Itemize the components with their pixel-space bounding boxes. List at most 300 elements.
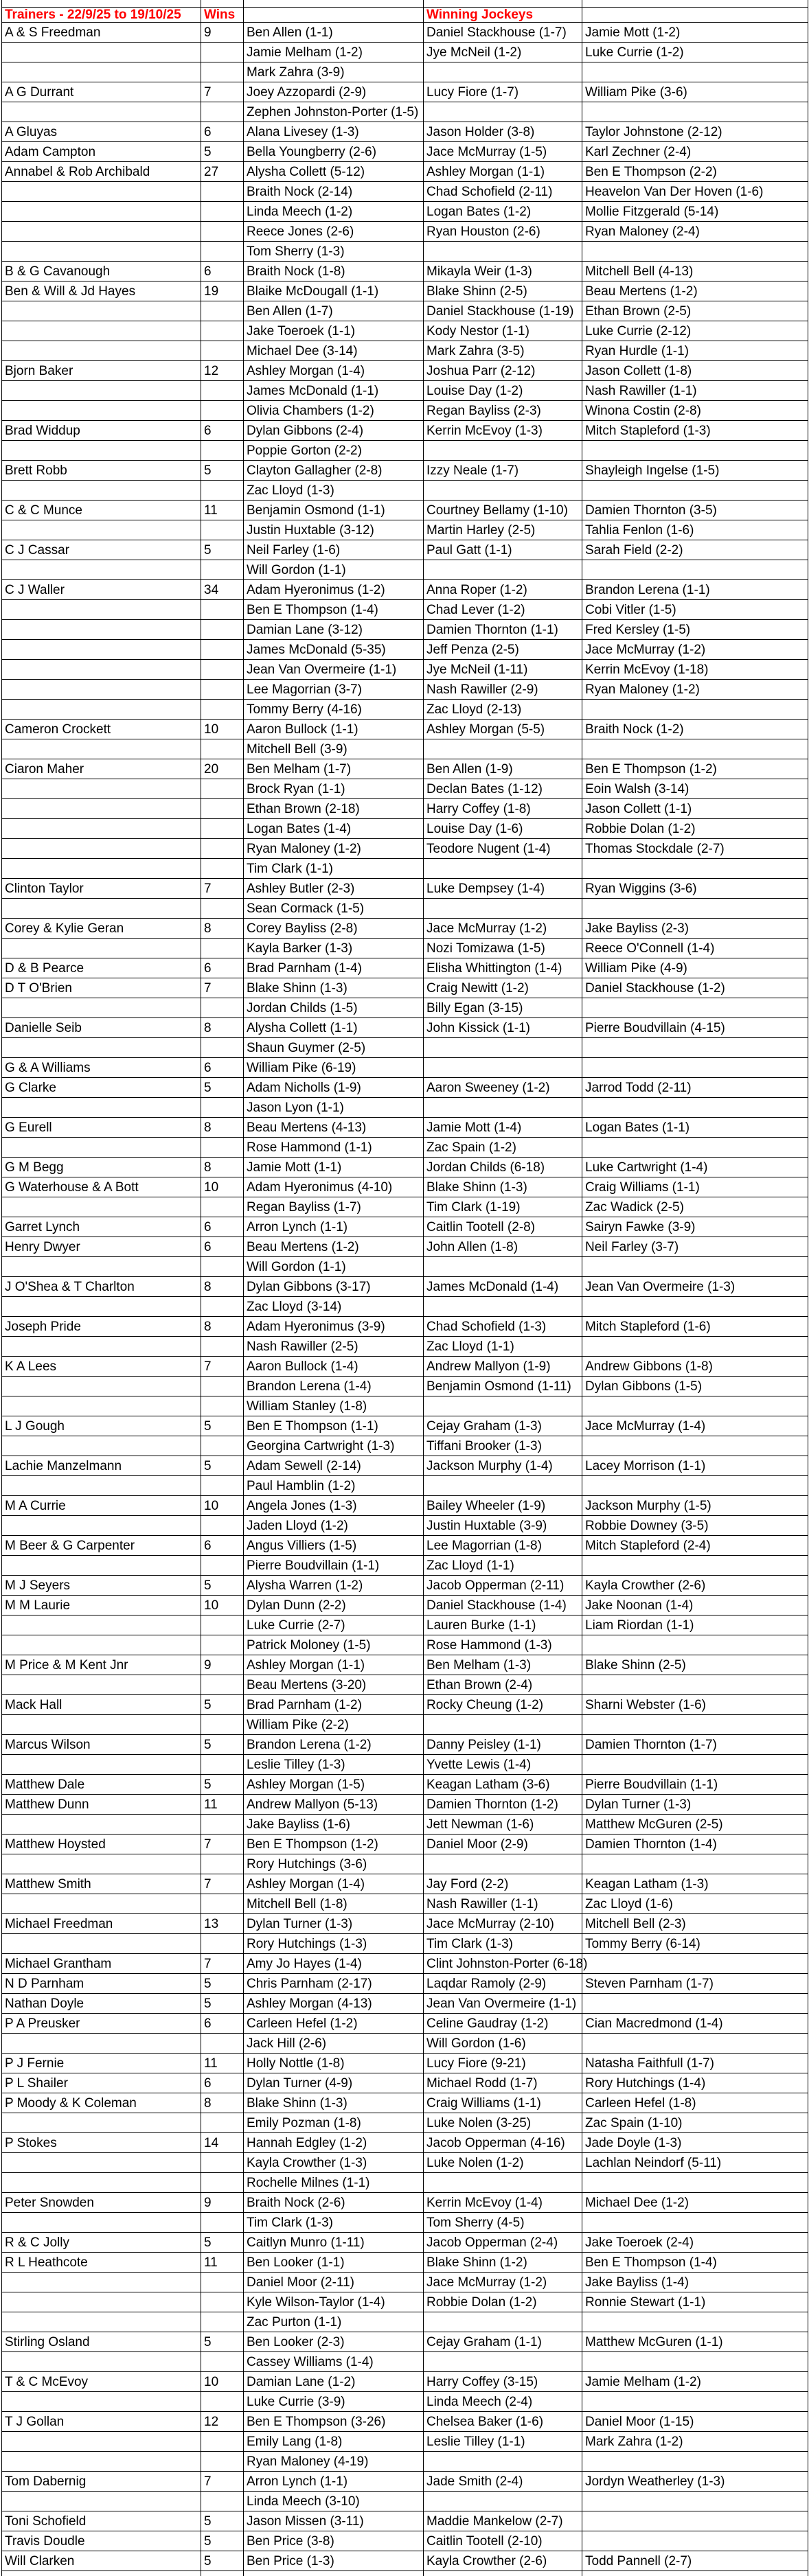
table-row (2, 2432, 808, 2452)
jockey-2-cell: Clint Johnston-Porter (6-18) (424, 1954, 582, 1974)
trainer-cell (2, 2153, 201, 2173)
trainer-cell (2, 2352, 201, 2372)
jockey-1-cell: Hannah Edgley (1-2) (244, 2133, 424, 2153)
jockey-3-cell: Jade Doyle (1-3) (582, 2133, 808, 2153)
trainer-cell (2, 1894, 201, 1914)
table-row (2, 281, 808, 301)
table-row (2, 1217, 808, 1237)
wins-cell (201, 998, 244, 1018)
jockey-2-cell (424, 899, 582, 919)
jockey-3-cell: Ryan Hurdle (1-1) (582, 341, 808, 361)
jockey-2-cell: Rose Hammond (1-3) (424, 1635, 582, 1655)
wins-cell (201, 1138, 244, 1158)
jockey-3-cell: Nash Rawiller (1-1) (582, 381, 808, 401)
jockey-3-cell (582, 1098, 808, 1118)
jockey-2-cell (424, 1715, 582, 1735)
trainer-cell: P Moody & K Coleman (2, 2093, 201, 2113)
table-row (2, 2193, 808, 2213)
jockey-3-cell: Dylan Gibbons (1-5) (582, 1377, 808, 1396)
jockey-3-cell: Eoin Walsh (3-14) (582, 779, 808, 799)
jockey-1-cell: Shaun Guymer (2-5) (244, 1038, 424, 1058)
jockey-3-cell (582, 2511, 808, 2531)
table-row (2, 301, 808, 321)
jockey-1-cell: Ryan Maloney (1-2) (244, 839, 424, 859)
wins-cell: 12 (201, 2412, 244, 2432)
jockey-3-cell: Neil Farley (3-7) (582, 1237, 808, 1257)
jockey-3-cell: Sarah Field (2-2) (582, 540, 808, 560)
wins-cell (201, 899, 244, 919)
trainer-cell (2, 242, 201, 262)
wins-cell (201, 520, 244, 540)
table-row (2, 401, 808, 421)
table-row (2, 779, 808, 799)
wins-cell (201, 1038, 244, 1058)
trainer-cell (2, 620, 201, 640)
wins-cell: 8 (201, 1158, 244, 1177)
wins-cell: 7 (201, 978, 244, 998)
jockey-3-cell: Luke Currie (1-2) (582, 43, 808, 62)
table-row (2, 1596, 808, 1615)
table-row (2, 2312, 808, 2332)
jockey-1-cell: William Pike (2-2) (244, 1715, 424, 1735)
table-row (2, 2531, 808, 2551)
jockey-2-cell (424, 2173, 582, 2193)
table-row (2, 2273, 808, 2292)
jockey-1-cell: Corey Bayliss (2-8) (244, 919, 424, 939)
jockey-1-cell: Aaron Bullock (1-1) (244, 720, 424, 739)
jockey-3-cell: Natasha Faithfull (1-7) (582, 2054, 808, 2073)
wins-cell (201, 680, 244, 700)
jockey-2-cell: Kerrin McEvoy (1-4) (424, 2193, 582, 2213)
trainer-cell (2, 1934, 201, 1954)
trainer-cell: C & C Munce (2, 501, 201, 520)
jockey-2-cell: Mark Zahra (3-5) (424, 341, 582, 361)
jockey-2-cell: Celine Gaudray (1-2) (424, 2014, 582, 2034)
table-row (2, 441, 808, 461)
jockey-3-cell (582, 2452, 808, 2472)
jockey-2-cell: Harry Coffey (3-15) (424, 2372, 582, 2392)
wins-cell: 5 (201, 540, 244, 560)
trainer-cell (2, 321, 201, 341)
jockey-1-cell: Patrick Moloney (1-5) (244, 1635, 424, 1655)
jockey-1-cell: Dylan Turner (1-3) (244, 1914, 424, 1934)
table-row (2, 2511, 808, 2531)
jockey-3-cell (582, 560, 808, 580)
wins-cell (201, 321, 244, 341)
jockey-1-cell: Ben E Thompson (1-4) (244, 600, 424, 620)
table-row (2, 1815, 808, 1835)
jockey-1-cell: James McDonald (5-35) (244, 640, 424, 660)
table-row (2, 1954, 808, 1974)
wins-cell: 5 (201, 2551, 244, 2571)
jockey-3-cell: Steven Parnham (1-7) (582, 1974, 808, 1994)
jockey-3-cell: Jace McMurray (1-4) (582, 1416, 808, 1436)
wins-cell (201, 739, 244, 759)
wins-cell (201, 341, 244, 361)
jockey-2-cell (424, 102, 582, 122)
wins-cell (201, 43, 244, 62)
jockey-1-cell: Adam Nicholls (1-9) (244, 1078, 424, 1098)
table-row (2, 1556, 808, 1576)
jockey-3-cell: Matthew McGuren (1-1) (582, 2332, 808, 2352)
table-row (2, 202, 808, 222)
table-row (2, 381, 808, 401)
jockey-2-cell: Laqdar Ramoly (2-9) (424, 1974, 582, 1994)
jockey-2-cell: Robbie Dolan (1-2) (424, 2292, 582, 2312)
table-row (2, 1337, 808, 1357)
wins-cell (201, 1934, 244, 1954)
jockey-2-cell: Jamie Mott (1-4) (424, 1118, 582, 1138)
trainer-cell: L J Gough (2, 1416, 201, 1436)
jockey-2-cell (424, 2352, 582, 2372)
trainer-cell (2, 481, 201, 501)
wins-cell: 10 (201, 1496, 244, 1516)
jockey-3-cell: William Pike (3-6) (582, 82, 808, 102)
trainer-cell: Joseph Pride (2, 1317, 201, 1337)
jockey-1-cell: Alysha Warren (1-2) (244, 1576, 424, 1596)
trainer-cell (2, 2034, 201, 2054)
wins-cell: 12 (201, 361, 244, 381)
table-row (2, 540, 808, 560)
jockey-3-cell (582, 242, 808, 262)
table-row (2, 1317, 808, 1337)
jockey-3-cell: Braith Nock (1-2) (582, 720, 808, 739)
trainer-cell: Peter Snowden (2, 2193, 201, 2213)
jockey-1-cell: Rory Hutchings (3-6) (244, 1854, 424, 1874)
wins-cell (201, 560, 244, 580)
jockey-3-cell: Lachlan Neindorf (5-11) (582, 2153, 808, 2173)
jockey-3-cell (582, 1755, 808, 1775)
table-row (2, 998, 808, 1018)
table-row (2, 1058, 808, 1078)
wins-cell (201, 1098, 244, 1118)
jockey-3-cell: Blake Shinn (2-5) (582, 1655, 808, 1675)
wins-cell: 11 (201, 501, 244, 520)
wins-cell: 11 (201, 2054, 244, 2073)
wins-cell: 9 (201, 1655, 244, 1675)
jockey-3-cell: Jake Bayliss (2-3) (582, 919, 808, 939)
jockey-2-cell: Chad Lever (1-2) (424, 600, 582, 620)
table-row (2, 1874, 808, 1894)
trainer-cell (2, 520, 201, 540)
trainer-cell: B & G Cavanough (2, 262, 201, 281)
table-row (2, 1854, 808, 1874)
jockey-3-cell (582, 2312, 808, 2332)
trainer-cell (2, 799, 201, 819)
trainer-cell: M Beer & G Carpenter (2, 1536, 201, 1556)
jockey-2-cell: Tom Sherry (4-5) (424, 2213, 582, 2233)
trainer-cell (2, 859, 201, 879)
table-row (2, 1894, 808, 1914)
wins-cell: 6 (201, 1058, 244, 1078)
trainer-cell: G Eurell (2, 1118, 201, 1138)
jockey-3-cell: Taylor Johnstone (2-12) (582, 122, 808, 142)
jockey-1-cell: Damian Lane (1-2) (244, 2372, 424, 2392)
table-row (2, 1994, 808, 2014)
jockey-1-cell: Michael Dee (3-14) (244, 341, 424, 361)
table-row (2, 958, 808, 978)
trainer-cell: R L Heathcote (2, 2253, 201, 2273)
jockey-2-cell: Zac Lloyd (1-1) (424, 1556, 582, 1576)
jockey-2-cell: Martin Harley (2-5) (424, 520, 582, 540)
table-row (2, 1038, 808, 1058)
jockey-2-cell (424, 481, 582, 501)
table-row (2, 2492, 808, 2511)
wins-cell (201, 640, 244, 660)
jockey-3-cell (582, 2173, 808, 2193)
jockey-3-cell: Tommy Berry (6-14) (582, 1934, 808, 1954)
trainer-cell (2, 1038, 201, 1058)
table-row (2, 2093, 808, 2113)
wins-cell: 13 (201, 1914, 244, 1934)
trainer-cell: Clinton Taylor (2, 879, 201, 899)
jockey-3-cell: Andrew Gibbons (1-8) (582, 1357, 808, 1377)
jockey-1-cell: Jason Lyon (1-1) (244, 1098, 424, 1118)
empty-cell (2, 0, 201, 8)
trainer-cell (2, 560, 201, 580)
jockey-1-cell: Bella Youngberry (2-6) (244, 142, 424, 162)
trainer-cell (2, 2312, 201, 2332)
wins-cell: 5 (201, 1735, 244, 1755)
trainers-jockeys-table (1, 0, 808, 2576)
jockey-3-cell: Robbie Dolan (1-2) (582, 819, 808, 839)
jockey-3-cell: Mollie Fitzgerald (5-14) (582, 202, 808, 222)
wins-cell: 7 (201, 1954, 244, 1974)
jockey-1-cell: Jamie Mott (1-1) (244, 1158, 424, 1177)
table-row (2, 1476, 808, 1496)
table-row (2, 1416, 808, 1436)
wins-cell (201, 2352, 244, 2372)
jockey-3-cell: Brandon Lerena (1-1) (582, 580, 808, 600)
wins-cell (201, 202, 244, 222)
jockey-3-cell: Jace McMurray (1-2) (582, 640, 808, 660)
jockey-3-cell: Carleen Hefel (1-8) (582, 2093, 808, 2113)
jockey-1-cell: Braith Nock (1-8) (244, 262, 424, 281)
header-row (2, 8, 808, 23)
jockey-1-cell: Tommy Berry (4-16) (244, 700, 424, 720)
wins-cell (201, 381, 244, 401)
jockey-1-cell: Rory Hutchings (1-3) (244, 1934, 424, 1954)
jockey-3-cell: Shayleigh Ingelse (1-5) (582, 461, 808, 481)
jockey-3-cell (582, 1854, 808, 1874)
trainer-cell: Danielle Seib (2, 1018, 201, 1038)
jockey-1-cell: Dylan Gibbons (3-17) (244, 1277, 424, 1297)
jockey-2-cell (424, 441, 582, 461)
table-row (2, 1795, 808, 1815)
wins-cell: 5 (201, 1775, 244, 1795)
wins-cell (201, 242, 244, 262)
jockey-1-cell: Carleen Hefel (1-2) (244, 2014, 424, 2034)
jockey-3-cell: Kayla Crowther (2-6) (582, 1576, 808, 1596)
jockey-2-cell: Danny Peisley (1-1) (424, 1735, 582, 1755)
jockey-1-cell: Zac Lloyd (3-14) (244, 1297, 424, 1317)
empty-cell (244, 2571, 424, 2576)
wins-cell (201, 1396, 244, 1416)
trainer-cell (2, 1337, 201, 1357)
jockey-1-cell: Nash Rawiller (2-5) (244, 1337, 424, 1357)
jockey-2-cell: Teodore Nugent (1-4) (424, 839, 582, 859)
trainer-cell (2, 182, 201, 202)
wins-cell (201, 779, 244, 799)
jockey-2-cell: Courtney Bellamy (1-10) (424, 501, 582, 520)
wins-cell: 20 (201, 759, 244, 779)
table-row (2, 162, 808, 182)
jockey-3-cell: Zac Wadick (2-5) (582, 1197, 808, 1217)
trainer-cell: M J Seyers (2, 1576, 201, 1596)
jockey-1-cell: Tim Clark (1-1) (244, 859, 424, 879)
jockey-2-cell: Benjamin Osmond (1-11) (424, 1377, 582, 1396)
jockey-2-cell: Tim Clark (1-19) (424, 1197, 582, 1217)
jockey-1-cell: Ben E Thompson (3-26) (244, 2412, 424, 2432)
jockey-3-cell (582, 1297, 808, 1317)
wins-cell: 7 (201, 2472, 244, 2492)
jockey-3-cell (582, 1257, 808, 1277)
trainer-cell (2, 2273, 201, 2292)
table-row (2, 640, 808, 660)
trainer-cell: G M Begg (2, 1158, 201, 1177)
jockey-2-cell: Kerrin McEvoy (1-3) (424, 421, 582, 441)
trainer-cell (2, 1476, 201, 1496)
trainer-cell (2, 700, 201, 720)
jockey-1-cell: Linda Meech (1-2) (244, 202, 424, 222)
wins-cell: 7 (201, 82, 244, 102)
wins-cell (201, 2034, 244, 2054)
jockey-3-cell: Jamie Melham (1-2) (582, 2372, 808, 2392)
jockey-3-cell (582, 899, 808, 919)
jockey-2-cell: Andrew Mallyon (1-9) (424, 1357, 582, 1377)
jockey-3-cell: Michael Dee (1-2) (582, 2193, 808, 2213)
jockey-1-cell: Olivia Chambers (1-2) (244, 401, 424, 421)
table-row (2, 799, 808, 819)
wins-cell: 8 (201, 919, 244, 939)
trainer-cell (2, 819, 201, 839)
wins-cell (201, 2392, 244, 2412)
jockey-2-cell (424, 739, 582, 759)
trainer-cell (2, 680, 201, 700)
table-row (2, 1635, 808, 1655)
table-row (2, 222, 808, 242)
trainer-cell: Stirling Osland (2, 2332, 201, 2352)
trainer-cell (2, 341, 201, 361)
jockey-2-cell: Logan Bates (1-2) (424, 202, 582, 222)
wins-cell: 11 (201, 2253, 244, 2273)
jockey-1-cell: Ashley Morgan (1-1) (244, 1655, 424, 1675)
jockey-1-cell: Brock Ryan (1-1) (244, 779, 424, 799)
wins-cell (201, 222, 244, 242)
trainer-cell: Ben & Will & Jd Hayes (2, 281, 201, 301)
jockey-1-cell: Brad Parnham (1-4) (244, 958, 424, 978)
wins-cell (201, 1894, 244, 1914)
jockey-1-cell: William Pike (6-19) (244, 1058, 424, 1078)
jockey-3-cell: Zac Spain (1-10) (582, 2113, 808, 2133)
empty-cell (201, 2571, 244, 2576)
trainer-cell: T J Gollan (2, 2412, 201, 2432)
wins-cell (201, 2113, 244, 2133)
jockey-2-cell (424, 2492, 582, 2511)
jockey-1-cell: Adam Hyeronimus (3-9) (244, 1317, 424, 1337)
wins-cell: 5 (201, 1974, 244, 1994)
table-row (2, 1615, 808, 1635)
jockey-3-cell: Mitch Stapleford (1-3) (582, 421, 808, 441)
jockey-1-cell: Luke Currie (3-9) (244, 2392, 424, 2412)
jockey-1-cell: Blake Shinn (1-3) (244, 2093, 424, 2113)
jockey-1-cell: Regan Bayliss (1-7) (244, 1197, 424, 1217)
trainer-cell: T & C McEvoy (2, 2372, 201, 2392)
jockey-1-cell: Ben Looker (2-3) (244, 2332, 424, 2352)
jockey-2-cell: Tim Clark (1-3) (424, 1934, 582, 1954)
wins-cell: 10 (201, 1177, 244, 1197)
jockey-2-cell (424, 1038, 582, 1058)
jockey-2-cell: Daniel Moor (2-9) (424, 1835, 582, 1854)
wins-cell: 5 (201, 2233, 244, 2253)
jockey-1-cell: Sean Cormack (1-5) (244, 899, 424, 919)
jockey-2-cell: Luke Dempsey (1-4) (424, 879, 582, 899)
wins-cell: 10 (201, 2372, 244, 2392)
jockey-2-cell: Jackson Murphy (1-4) (424, 1456, 582, 1476)
jockey-3-cell (582, 1396, 808, 1416)
jockey-3-cell: Robbie Downey (3-5) (582, 1516, 808, 1536)
table-row (2, 720, 808, 739)
jockey-2-cell: Jeff Penza (2-5) (424, 640, 582, 660)
table-row (2, 1655, 808, 1675)
table-row (2, 2054, 808, 2073)
jockey-2-cell: Jacob Opperman (2-11) (424, 1576, 582, 1596)
table-row (2, 1715, 808, 1735)
table-row (2, 23, 808, 43)
trainer-cell: Michael Freedman (2, 1914, 201, 1934)
jockey-2-cell (424, 1257, 582, 1277)
jockey-1-cell: Blaike McDougall (1-1) (244, 281, 424, 301)
wins-cell: 5 (201, 1576, 244, 1596)
jockey-3-cell (582, 700, 808, 720)
wins-cell (201, 62, 244, 82)
table-row (2, 142, 808, 162)
jockey-3-cell: Jamie Mott (1-2) (582, 23, 808, 43)
jockey-3-cell: Ryan Wiggins (3-6) (582, 879, 808, 899)
trainer-cell: R & C Jolly (2, 2233, 201, 2253)
jockey-3-cell (582, 1715, 808, 1735)
jockey-3-cell (582, 62, 808, 82)
wins-cell: 27 (201, 162, 244, 182)
jockey-2-cell (424, 1396, 582, 1416)
jockey-1-cell: Dylan Gibbons (2-4) (244, 421, 424, 441)
cut-off-row-top (2, 0, 808, 8)
wins-cell: 7 (201, 1874, 244, 1894)
trainer-cell: A Gluyas (2, 122, 201, 142)
jockey-2-cell: Lucy Fiore (1-7) (424, 82, 582, 102)
trainer-cell (2, 222, 201, 242)
table-row (2, 700, 808, 720)
trainer-cell (2, 1377, 201, 1396)
wins-cell (201, 939, 244, 958)
table-row (2, 2332, 808, 2352)
wins-cell (201, 1197, 244, 1217)
jockey-1-cell: Jake Toeroek (1-1) (244, 321, 424, 341)
trainer-cell: M Price & M Kent Jnr (2, 1655, 201, 1675)
trainer-cell: Cameron Crockett (2, 720, 201, 739)
wins-cell: 6 (201, 262, 244, 281)
wins-cell: 34 (201, 580, 244, 600)
trainer-cell: N D Parnham (2, 1974, 201, 1994)
jockey-3-cell: Todd Pannell (2-7) (582, 2551, 808, 2571)
jockey-2-cell: Nash Rawiller (1-1) (424, 1894, 582, 1914)
jockey-3-cell: Cian Macredmond (1-4) (582, 2014, 808, 2034)
jockey-3-cell: Ben E Thompson (2-2) (582, 162, 808, 182)
jockey-3-cell: Reece O'Connell (1-4) (582, 939, 808, 958)
jockey-2-cell: Luke Nolen (3-25) (424, 2113, 582, 2133)
table-row (2, 580, 808, 600)
jockey-2-cell: Jay Ford (2-2) (424, 1874, 582, 1894)
